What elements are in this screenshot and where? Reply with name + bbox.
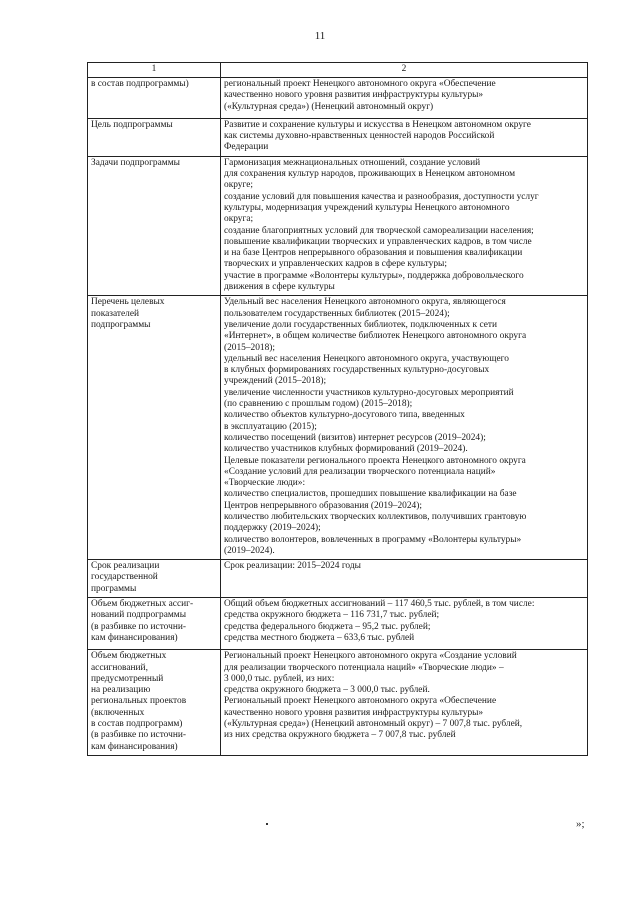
row-label — [88, 78, 221, 119]
label-line: Объем бюджетных ассиг- — [91, 599, 194, 610]
content-line: («Культурная среда») (Ненецкий автономный округ) – 7 007,8 тыс. рублей, — [224, 719, 523, 730]
content-line: (2015–2018); — [224, 342, 276, 353]
label-line: нований подпрограммы — [91, 610, 187, 621]
label-line: программы — [91, 583, 137, 594]
header-col-1: 1 — [88, 63, 221, 78]
content-line: культуры, модернизация учреждений культуры Ненецкого автономного — [224, 202, 510, 213]
label-line: государственной — [91, 572, 158, 583]
content-line: качественно нового уровня развития инфраструктуры культуры» — [224, 90, 484, 101]
row-label — [88, 118, 221, 156]
content-line: для реализации творческого потенциала наций» «Творческие люди» – — [224, 662, 504, 673]
content-line: Общий объем бюджетных ассигнований – 117 460,5 тыс. рублей, в том числе: — [224, 599, 535, 610]
label-line: кам финансирования) — [91, 741, 178, 752]
row-label — [88, 650, 221, 756]
row-regional-projects-budget — [88, 650, 588, 756]
content-line: «Творческие люди»: — [224, 478, 306, 489]
label-line: Срок реализации — [91, 561, 160, 572]
content-line: учреждений (2015–2018); — [224, 376, 327, 387]
row-label — [88, 560, 221, 598]
label-line: (в разбивке по источни- — [91, 621, 186, 632]
content-line: Целевые показатели регионального проекта Ненецкого автономного округа — [224, 455, 526, 466]
content-line: региональный проект Ненецкого автономного округа «Обеспечение — [224, 79, 496, 89]
row-content — [221, 156, 588, 296]
content-line: из них средства окружного бюджета – 7 007,8 тыс. рублей — [224, 730, 456, 741]
content-line: качественно нового уровня развития инфраструктуры культуры» — [224, 707, 484, 718]
content-line: для сохранения культур народов, проживающих в Ненецком автономном — [224, 169, 516, 180]
page-number: 11 — [314, 30, 326, 42]
label-line: подпрограммы — [91, 319, 151, 330]
content-line: и на базе Центров непрерывного образования и повышения квалификации — [224, 248, 523, 259]
label-line: ассигнований, — [91, 662, 148, 673]
row-content — [221, 296, 588, 560]
label-line: предусмотренный — [91, 673, 164, 684]
row-content — [221, 650, 588, 756]
row-content — [221, 118, 588, 156]
label-line: показателей — [91, 308, 140, 319]
content-line: Центров непрерывного образования (2019–2024); — [224, 500, 422, 511]
row-content — [221, 560, 588, 598]
label-line: в состав подпрограмм) — [91, 719, 183, 730]
content-line: средства федерального бюджета – 95,2 тыс. рублей; — [224, 621, 431, 632]
content-line: как системы духовно-нравственных ценностей народов Российской — [224, 131, 495, 142]
content-line: пользователем государственных библиотек (2015–2024); — [224, 308, 450, 319]
label-line: кам финансирования) — [91, 632, 178, 643]
content-line: увеличение доли государственных библиотек, подключенных к сети — [224, 319, 497, 330]
content-line: Региональный проект Ненецкого автономного округа «Создание условий — [224, 651, 517, 662]
row-label — [88, 296, 221, 560]
content-line: Федерации — [224, 142, 269, 153]
label-line: (в разбивке по источни- — [91, 730, 186, 741]
header-row — [88, 63, 588, 78]
label-line: Цель подпрограммы — [91, 119, 173, 130]
content-line: поддержку (2019–2024); — [224, 523, 321, 534]
content-line: увеличение численности участников культурно-досуговых мероприятий — [224, 387, 514, 398]
header-col-2: 2 — [221, 63, 588, 78]
content-line: (по сравнению с прошлым годом) (2015–2018); — [224, 399, 413, 410]
content-line: количество объектов культурно-досугового типа, введенных — [224, 410, 465, 421]
content-line: средства окружного бюджета – 3 000,0 тыс. рублей. — [224, 685, 430, 696]
label-line: на реализацию — [91, 685, 151, 696]
content-line: количество специалистов, прошедших повышение квалификации на базе — [224, 489, 517, 500]
content-line: творческих и управленческих кадров в сфере культуры; — [224, 259, 447, 270]
content-line: движения в сфере культуры — [224, 282, 335, 293]
content-line: Удельный вес населения Ненецкого автономного округа, являющегося — [224, 297, 506, 308]
row-content — [221, 598, 588, 650]
content-line: Региональный проект Ненецкого автономного округа «Обеспечение — [224, 696, 497, 707]
row-content — [221, 78, 588, 119]
content-line: округе; — [224, 180, 253, 191]
content-line: в эксплуатацию (2015); — [224, 421, 317, 432]
label-line: (включенных — [91, 707, 145, 718]
content-line: количество посещений (визитов) интернет ресурсов (2019–2024); — [224, 432, 486, 443]
content-line: средства окружного бюджета – 116 731,7 тыс. рублей; — [224, 610, 440, 621]
content-line: в клубных формированиях государственных культурно-досуговых — [224, 365, 490, 376]
content-line: округа; — [224, 214, 254, 225]
content-line: «Создание условий для реализации творческого потенциала наций» — [224, 466, 496, 477]
row-term — [88, 560, 588, 598]
label-line: в состав подпрограммы) — [91, 79, 189, 89]
content-line: удельный вес населения Ненецкого автономного округа, участвующего — [224, 353, 509, 364]
content-line: количество волонтеров, вовлеченных в программу «Волонтеры культуры» — [224, 534, 522, 545]
label-line: Объем бюджетных — [91, 651, 167, 662]
stray-dot — [266, 823, 268, 825]
row-tasks — [88, 156, 588, 296]
row-indicators — [88, 296, 588, 560]
content-line: создание благоприятных условий для творческой самореализации населения; — [224, 225, 534, 236]
subprogram-passport-table — [87, 62, 588, 756]
label-line: Задачи подпрограммы — [91, 157, 180, 168]
content-line: (2019–2024). — [224, 545, 275, 556]
row-budget — [88, 598, 588, 650]
content-line: средства местного бюджета – 633,6 тыс. рублей — [224, 632, 415, 643]
content-line: («Культурная среда») (Ненецкий автономный округ) — [224, 101, 434, 112]
row-label — [88, 156, 221, 296]
row-label — [88, 598, 221, 650]
content-line: количество любительских творческих коллективов, получивших грантовую — [224, 511, 527, 522]
label-line: Перечень целевых — [91, 297, 165, 308]
content-line: участие в программе «Волонтеры культуры», поддержка добровольческого — [224, 270, 524, 281]
content-line: Развитие и сохранение культуры и искусства в Ненецком автономном округе — [224, 119, 531, 130]
content-line: Гармонизация межнациональных отношений, создание условий — [224, 157, 481, 168]
closing-quote-mark: »; — [576, 818, 585, 830]
content-line: повышение квалификации творческих и управленческих кадров, в том числе — [224, 236, 532, 247]
content-line: количество участников клубных формирований (2019–2024). — [224, 444, 468, 455]
row-goal — [88, 118, 588, 156]
row-project-cont — [88, 78, 588, 119]
label-line: региональных проектов — [91, 696, 187, 707]
content-line: 3 000,0 тыс. рублей, из них: — [224, 673, 335, 684]
content-line: «Интернет», в общем количестве библиотек Ненецкого автономного округа — [224, 331, 527, 342]
content-line: Срок реализации: 2015–2024 годы — [224, 561, 361, 572]
content-line: создание условий для повышения качества и разнообразия, доступности услуг — [224, 191, 539, 202]
